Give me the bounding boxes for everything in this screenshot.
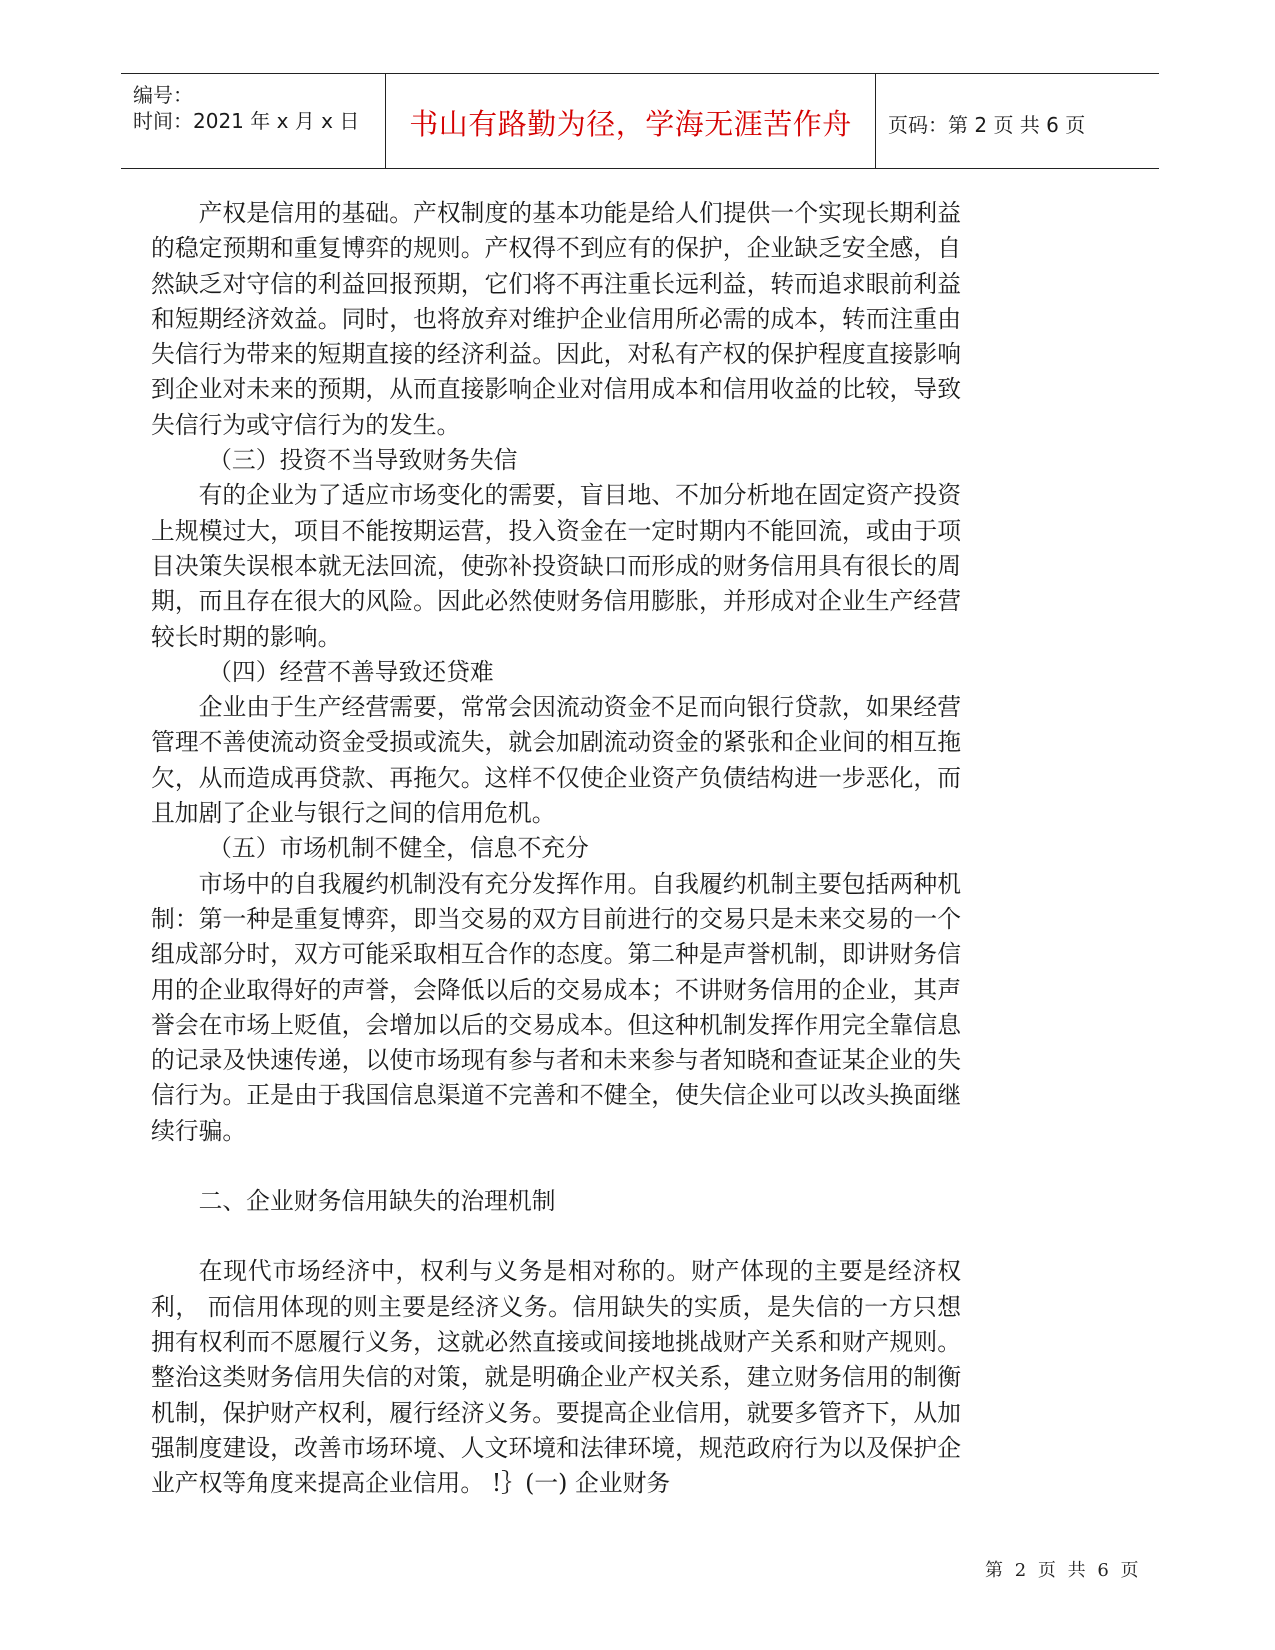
paragraph-governance: 在现代市场经济中，权利与义务是相对称的。财产体现的主要是经济权利， 而信用体现的则主要是经济义务。信用缺失的实质，是失信的一方只想拥有权利而不愿履行义务，这就必然直接或间接地挑战财产关系和财产规则。整治这类财务信用失信的对策，就是明确企业产权关系，建立财务信用的制衡机制，保护财产权利，履行经济义务。要提高企业信用，就要多管齐下，从加强制度建设，改善市场环境、人文环境和法律环境，规范政府行为以及保护企业产权等角度来提高企业信用。 !｝(一) 企业财务: [151, 1257, 961, 1498]
subheading-investment: （三）投资不当导致财务失信: [208, 446, 518, 475]
header-info-cell: [121, 74, 386, 168]
paragraph-market: 市场中的自我履约机制没有充分发挥作用。自我履约机制主要包括两种机制：第一种是重复博弈，即当交易的双方目前进行的交易只是未来交易的一个组成部分时，双方可能采取相互合作的态度。第二种是声誉机制，即讲财务信用的企业取得好的声誉，会降低以后的交易成本；不讲财务信用的企业，其声誉会在市场上贬值，会增加以后的交易成本。但这种机制发挥作用完全靠信息的记录及快速传递，以使市场现有参与者和未来参与者知晓和查证某企业的失信行为。正是由于我国信息渠道不完善和不健全，使失信企业可以改头换面继续行骗。: [151, 869, 961, 1145]
header-table: [121, 73, 1159, 169]
header-page-cell: [876, 74, 1159, 168]
paragraph-operations: 企业由于生产经营需要，常常会因流动资金不足而向银行贷款，如果经营管理不善使流动资金受损或流失，就会加剧流动资金的紧张和企业间的相互拖欠，从而造成再贷款、再拖欠。这样不仅使企业资产负债结构进一步恶化，而且加剧了企业与银行之间的信用危机。: [151, 693, 961, 828]
subheading-market: （五）市场机制不健全，信息不充分: [208, 834, 589, 863]
page-footer: 第 2 页 共 6 页: [985, 1560, 1139, 1581]
subheading-operations: （四）经营不善导致还贷难: [208, 657, 494, 686]
time-label: 时间：2021 年 x 月 x 日: [133, 109, 360, 133]
paragraph-property-rights: 产权是信用的基础。产权制度的基本功能是给人们提供一个实现长期利益的稳定预期和重复博弈的规则。产权得不到应有的保护，企业缺乏安全感，自然缺乏对守信的利益回报预期，它们将不再注重长远利益，转而追求眼前利益和短期经济效益。同时，也将放弃对维护企业信用所必需的成本，转而注重由失信行为带来的短期直接的经济利益。因此，对私有产权的保护程度直接影响到企业对未来的预期，从而直接影响企业对信用成本和信用收益的比较，导致失信行为或守信行为的发生。: [151, 199, 961, 439]
header-motto-cell: [386, 74, 876, 168]
section-heading-governance: 二、企业财务信用缺失的治理机制: [198, 1187, 556, 1216]
serial-label: 编号：: [133, 83, 193, 107]
paragraph-investment: 有的企业为了适应市场变化的需要，盲目地、不加分析地在固定资产投资上规模过大，项目不能按期运营，投入资金在一定时期内不能回流，或由于项目决策失误根本就无法回流，使弥补投资缺口而形成的财务信用具有很长的周期，而且存在很大的风险。因此必然使财务信用膨胀，并形成对企业生产经营较长时期的影响。: [151, 481, 961, 651]
page-code: 页码：第 2 页 共 6 页: [888, 113, 1086, 137]
motto: 书山有路勤为径，学海无涯苦作舟: [409, 107, 852, 141]
document-body: [151, 196, 961, 1501]
